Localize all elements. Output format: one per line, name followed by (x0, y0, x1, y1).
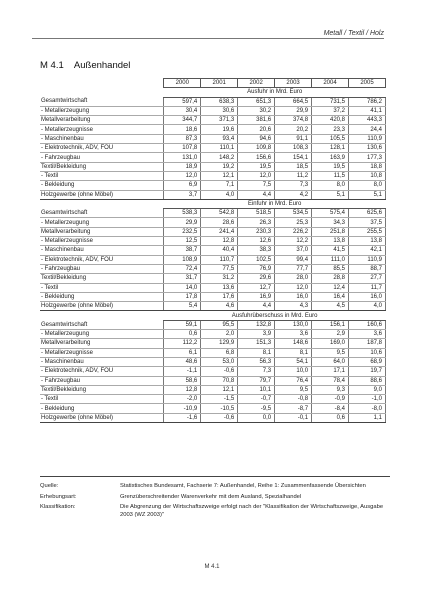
table-row (40, 97, 386, 106)
value-cell: 344,7 (164, 116, 201, 125)
table-row (40, 274, 386, 283)
title-text: Außenhandel (73, 60, 131, 71)
note-key: Quelle: (40, 482, 59, 489)
value-cell: 731,5 (312, 97, 349, 106)
value-cell: 28,6 (201, 218, 238, 227)
page-title (40, 60, 130, 71)
value-cell: 20,2 (275, 125, 312, 134)
value-cell: 4,3 (275, 302, 312, 311)
value-cell: 420,8 (312, 116, 349, 125)
table-row (40, 227, 386, 236)
row-label: Textil/Bekleidung (40, 162, 164, 171)
value-cell: 131,0 (164, 153, 201, 162)
value-cell: 42,1 (349, 246, 386, 255)
value-cell: 111,0 (312, 255, 349, 264)
value-cell: 17,6 (201, 292, 238, 301)
value-cell: 13,8 (349, 237, 386, 246)
note-value: Grenzüberschreitender Warenverkehr mit dem Ausland, Spezialhandel (120, 493, 302, 500)
value-cell: 85,5 (312, 264, 349, 273)
value-cell: 3,6 (275, 330, 312, 339)
section-title: Einfuhr in Mrd. Euro (164, 199, 386, 208)
value-cell: -10,5 (201, 404, 238, 413)
value-cell: 12,8 (201, 237, 238, 246)
row-label: Metallverarbeitung (40, 339, 164, 348)
row-label: - Metallerzeugnisse (40, 348, 164, 357)
value-cell: 68,9 (349, 357, 386, 366)
value-cell: 31,7 (164, 274, 201, 283)
value-cell: 4,4 (238, 302, 275, 311)
table-row (40, 237, 386, 246)
value-cell: -0,1 (275, 413, 312, 422)
value-cell: 112,2 (164, 339, 201, 348)
value-cell: 12,1 (201, 171, 238, 180)
value-cell: 93,4 (201, 134, 238, 143)
value-cell: 518,5 (238, 209, 275, 218)
row-label: - Elektrotechnik, ADV, FOU (40, 255, 164, 264)
value-cell: 226,2 (275, 227, 312, 236)
note-value: Die Abgrenzung der Wirtschaftszweige erfolgt nach der "Klassifikation der Wirtschaftszweige, Ausgabe 2003 (WZ 2003)" (120, 504, 384, 519)
value-cell: 575,4 (312, 209, 349, 218)
value-cell: 17,1 (312, 367, 349, 376)
value-cell: 3,9 (238, 330, 275, 339)
year-header: 2005 (349, 79, 386, 88)
value-cell: 129,9 (201, 339, 238, 348)
value-cell: 2,0 (201, 330, 238, 339)
row-label: Textil/Bekleidung (40, 274, 164, 283)
value-cell: 148,2 (201, 153, 238, 162)
value-cell: -8,4 (312, 404, 349, 413)
value-cell: 597,4 (164, 97, 201, 106)
value-cell: 38,3 (238, 246, 275, 255)
value-cell: 12,2 (275, 237, 312, 246)
value-cell: 625,6 (349, 209, 386, 218)
table-row (40, 404, 386, 413)
value-cell: 59,1 (164, 320, 201, 329)
row-label: - Textil (40, 395, 164, 404)
year-header: 2002 (238, 79, 275, 88)
value-cell: 6,9 (164, 181, 201, 190)
year-header: 2003 (275, 79, 312, 88)
table-row (40, 292, 386, 301)
value-cell: 27,7 (349, 274, 386, 283)
value-cell: 105,5 (312, 134, 349, 143)
row-label: Textil/Bekleidung (40, 385, 164, 394)
value-cell: 88,6 (349, 376, 386, 385)
value-cell: 12,4 (312, 283, 349, 292)
value-cell: 5,4 (164, 302, 201, 311)
value-cell: 4,4 (238, 190, 275, 199)
value-cell: 232,5 (164, 227, 201, 236)
value-cell: 79,7 (238, 376, 275, 385)
value-cell: 12,0 (164, 171, 201, 180)
row-label: - Textil (40, 283, 164, 292)
value-cell: -1,6 (164, 413, 201, 422)
table-row (40, 162, 386, 171)
value-cell: 12,7 (238, 283, 275, 292)
value-cell: 37,2 (312, 106, 349, 115)
value-cell: -1,0 (349, 395, 386, 404)
table-row (40, 339, 386, 348)
year-header-row (40, 79, 386, 88)
value-cell: 9,3 (312, 385, 349, 394)
table-row (40, 395, 386, 404)
value-cell: -1,5 (201, 395, 238, 404)
value-cell: 4,2 (275, 190, 312, 199)
table-row (40, 283, 386, 292)
row-label: - Bekleidung (40, 181, 164, 190)
row-label: - Fahrzeugbau (40, 264, 164, 273)
trade-table (40, 78, 386, 423)
value-cell: 5,1 (349, 190, 386, 199)
value-cell: 148,6 (275, 339, 312, 348)
value-cell: -9,5 (238, 404, 275, 413)
value-cell: 1,1 (349, 413, 386, 422)
value-cell: 29,6 (238, 274, 275, 283)
value-cell: 16,0 (275, 292, 312, 301)
value-cell: 3,7 (164, 190, 201, 199)
value-cell: 251,8 (312, 227, 349, 236)
value-cell: -2,0 (164, 395, 201, 404)
value-cell: 17,8 (164, 292, 201, 301)
table-row (40, 367, 386, 376)
value-cell: 26,3 (238, 218, 275, 227)
value-cell: 41,5 (312, 246, 349, 255)
row-label: - Fahrzeugbau (40, 153, 164, 162)
row-label: Gesamtwirtschaft (40, 320, 164, 329)
note-key: Klassifikation: (40, 504, 76, 511)
value-cell: -0,9 (312, 395, 349, 404)
value-cell: 0,6 (164, 330, 201, 339)
notes-rule (40, 476, 390, 477)
value-cell: 10,0 (275, 367, 312, 376)
value-cell: 18,5 (275, 162, 312, 171)
value-cell: 56,3 (238, 357, 275, 366)
row-label: - Elektrotechnik, ADV, FOU (40, 367, 164, 376)
value-cell: 29,9 (275, 106, 312, 115)
table-row (40, 330, 386, 339)
value-cell: 20,6 (238, 125, 275, 134)
value-cell: -0,7 (238, 395, 275, 404)
table-row (40, 320, 386, 329)
value-cell: 16,9 (238, 292, 275, 301)
value-cell: 11,2 (275, 171, 312, 180)
header-section-label: Metall / Textil / Holz (320, 30, 384, 37)
value-cell: 94,6 (238, 134, 275, 143)
value-cell: 160,6 (349, 320, 386, 329)
row-label: Holzgewerbe (ohne Möbel) (40, 413, 164, 422)
year-header: 2004 (312, 79, 349, 88)
value-cell: 18,9 (164, 162, 201, 171)
row-label: - Fahrzeugbau (40, 376, 164, 385)
value-cell: 156,1 (312, 320, 349, 329)
value-cell: 19,5 (312, 162, 349, 171)
value-cell: 58,6 (164, 376, 201, 385)
value-cell: 12,6 (238, 237, 275, 246)
value-cell: 130,6 (349, 144, 386, 153)
table-row (40, 357, 386, 366)
table-row (40, 302, 386, 311)
table-row (40, 106, 386, 115)
value-cell: 6,1 (164, 348, 201, 357)
value-cell: 0,0 (238, 413, 275, 422)
row-label: Holzgewerbe (ohne Möbel) (40, 190, 164, 199)
row-label: - Maschinenbau (40, 357, 164, 366)
value-cell: 14,0 (164, 283, 201, 292)
value-cell: 19,7 (349, 367, 386, 376)
row-label: - Maschinenbau (40, 134, 164, 143)
value-cell: 31,2 (201, 274, 238, 283)
value-cell: -0,8 (275, 395, 312, 404)
value-cell: 534,5 (275, 209, 312, 218)
value-cell: 54,1 (275, 357, 312, 366)
table-row (40, 218, 386, 227)
row-label: - Metallerzeugnisse (40, 237, 164, 246)
value-cell: 37,5 (349, 218, 386, 227)
value-cell: 30,6 (201, 106, 238, 115)
value-cell: 169,0 (312, 339, 349, 348)
value-cell: 23,3 (312, 125, 349, 134)
value-cell: 443,3 (349, 116, 386, 125)
row-label: - Bekleidung (40, 404, 164, 413)
note-survey-type (40, 494, 390, 502)
year-header: 2000 (164, 79, 201, 88)
value-cell: 241,4 (201, 227, 238, 236)
page-footer: M 4.1 (204, 564, 220, 570)
section-header-row (40, 311, 386, 320)
value-cell: 41,1 (349, 106, 386, 115)
value-cell: 130,0 (275, 320, 312, 329)
table-row (40, 171, 386, 180)
value-cell: 72,4 (164, 264, 201, 273)
value-cell: 108,9 (164, 255, 201, 264)
value-cell: -8,7 (275, 404, 312, 413)
value-cell: 5,1 (312, 190, 349, 199)
value-cell: 25,3 (275, 218, 312, 227)
table-row (40, 144, 386, 153)
value-cell: 108,3 (275, 144, 312, 153)
value-cell: 9,0 (349, 385, 386, 394)
value-cell: -0,6 (201, 367, 238, 376)
value-cell: 16,0 (349, 292, 386, 301)
value-cell: 12,8 (164, 385, 201, 394)
value-cell: 177,3 (349, 153, 386, 162)
value-cell: 11,7 (349, 283, 386, 292)
value-cell: 187,8 (349, 339, 386, 348)
row-label: - Metallerzeugung (40, 330, 164, 339)
value-cell: 13,8 (312, 237, 349, 246)
value-cell: 9,5 (275, 385, 312, 394)
note-classification (40, 504, 390, 520)
value-cell: 107,8 (164, 144, 201, 153)
row-label: - Metallerzeugung (40, 218, 164, 227)
value-cell: 78,4 (312, 376, 349, 385)
value-cell: 99,4 (275, 255, 312, 264)
value-cell: 10,1 (238, 385, 275, 394)
value-cell: 91,1 (275, 134, 312, 143)
note-value: Statistisches Bundesamt, Fachserie 7: Außenhandel, Reihe 1: Zusammenfassende Übersichten (120, 482, 366, 489)
value-cell: 87,3 (164, 134, 201, 143)
value-cell: 40,4 (201, 246, 238, 255)
value-cell: 10,6 (349, 348, 386, 357)
row-label: - Elektrotechnik, ADV, FOU (40, 144, 164, 153)
value-cell: 53,0 (201, 357, 238, 366)
value-cell: 77,5 (201, 264, 238, 273)
row-label: - Textil (40, 171, 164, 180)
value-cell: 154,1 (275, 153, 312, 162)
value-cell: 371,3 (201, 116, 238, 125)
value-cell: 542,8 (201, 209, 238, 218)
value-cell: 76,9 (238, 264, 275, 273)
value-cell: 30,2 (238, 106, 275, 115)
section-header-row (40, 199, 386, 208)
value-cell: 19,2 (201, 162, 238, 171)
row-label: Holzgewerbe (ohne Möbel) (40, 302, 164, 311)
table-row (40, 190, 386, 199)
table-row (40, 385, 386, 394)
table-row (40, 413, 386, 422)
value-cell: 34,3 (312, 218, 349, 227)
table-row (40, 246, 386, 255)
value-cell: 10,8 (349, 171, 386, 180)
section-header-row (40, 88, 386, 97)
row-label: - Bekleidung (40, 292, 164, 301)
value-cell: 374,8 (275, 116, 312, 125)
value-cell: 48,6 (164, 357, 201, 366)
table-row (40, 181, 386, 190)
value-cell: 110,9 (349, 134, 386, 143)
value-cell: 88,7 (349, 264, 386, 273)
value-cell: 7,3 (238, 367, 275, 376)
value-cell: 29,9 (164, 218, 201, 227)
value-cell: 12,1 (201, 385, 238, 394)
value-cell: 8,1 (275, 348, 312, 357)
value-cell: 132,8 (238, 320, 275, 329)
table-row (40, 348, 386, 357)
value-cell: 76,4 (275, 376, 312, 385)
value-cell: 95,5 (201, 320, 238, 329)
value-cell: 12,5 (164, 237, 201, 246)
value-cell: 4,0 (349, 302, 386, 311)
table-row (40, 209, 386, 218)
title-number: M 4.1 (40, 60, 64, 71)
value-cell: 7,3 (275, 181, 312, 190)
row-label: - Metallerzeugung (40, 106, 164, 115)
value-cell: 70,8 (201, 376, 238, 385)
value-cell: 3,6 (349, 330, 386, 339)
value-cell: 7,1 (201, 181, 238, 190)
value-cell: 12,0 (275, 283, 312, 292)
table-row (40, 264, 386, 273)
value-cell: 109,8 (238, 144, 275, 153)
header-rule (32, 38, 384, 39)
value-cell: 8,0 (349, 181, 386, 190)
value-cell: 110,1 (201, 144, 238, 153)
value-cell: 110,9 (349, 255, 386, 264)
year-header: 2001 (201, 79, 238, 88)
table-row (40, 116, 386, 125)
value-cell: 38,7 (164, 246, 201, 255)
value-cell: 8,1 (238, 348, 275, 357)
value-cell: 102,5 (238, 255, 275, 264)
value-cell: 77,7 (275, 264, 312, 273)
table-row (40, 153, 386, 162)
value-cell: -10,9 (164, 404, 201, 413)
value-cell: 28,0 (275, 274, 312, 283)
value-cell: 12,0 (238, 171, 275, 180)
value-cell: 9,5 (312, 348, 349, 357)
value-cell: 4,6 (201, 302, 238, 311)
value-cell: 19,5 (238, 162, 275, 171)
value-cell: 8,0 (312, 181, 349, 190)
value-cell: 19,6 (201, 125, 238, 134)
row-label: Metallverarbeitung (40, 227, 164, 236)
value-cell: 163,9 (312, 153, 349, 162)
section-title: Ausfuhr in Mrd. Euro (164, 88, 386, 97)
value-cell: 381,6 (238, 116, 275, 125)
row-label: - Maschinenbau (40, 246, 164, 255)
value-cell: 13,6 (201, 283, 238, 292)
table-row (40, 134, 386, 143)
value-cell: 18,6 (164, 125, 201, 134)
value-cell: 2,9 (312, 330, 349, 339)
table-row (40, 125, 386, 134)
table-row (40, 255, 386, 264)
section-title: Ausfuhrüberschuss in Mrd. Euro (164, 311, 386, 320)
value-cell: 651,3 (238, 97, 275, 106)
note-key: Erhebungsart: (40, 493, 77, 500)
value-cell: 16,4 (312, 292, 349, 301)
table-row (40, 376, 386, 385)
value-cell: 786,2 (349, 97, 386, 106)
row-label: Metallverarbeitung (40, 116, 164, 125)
value-cell: 7,5 (238, 181, 275, 190)
value-cell: 37,0 (275, 246, 312, 255)
value-cell: 255,5 (349, 227, 386, 236)
value-cell: 538,3 (164, 209, 201, 218)
value-cell: 28,8 (312, 274, 349, 283)
value-cell: 128,1 (312, 144, 349, 153)
value-cell: 156,6 (238, 153, 275, 162)
value-cell: 4,5 (312, 302, 349, 311)
note-source (40, 483, 390, 491)
value-cell: 110,7 (201, 255, 238, 264)
value-cell: -0,6 (201, 413, 238, 422)
table-body (40, 88, 386, 423)
value-cell: 18,8 (349, 162, 386, 171)
value-cell: 11,5 (312, 171, 349, 180)
value-cell: 6,8 (201, 348, 238, 357)
value-cell: 30,4 (164, 106, 201, 115)
value-cell: -8,0 (349, 404, 386, 413)
value-cell: 664,5 (275, 97, 312, 106)
value-cell: 24,4 (349, 125, 386, 134)
value-cell: 230,3 (238, 227, 275, 236)
row-label: Gesamtwirtschaft (40, 209, 164, 218)
value-cell: 151,3 (238, 339, 275, 348)
value-cell: 4,0 (201, 190, 238, 199)
value-cell: 0,6 (312, 413, 349, 422)
value-cell: -1,1 (164, 367, 201, 376)
row-label: - Metallerzeugnisse (40, 125, 164, 134)
value-cell: 638,3 (201, 97, 238, 106)
value-cell: 64,0 (312, 357, 349, 366)
row-label: Gesamtwirtschaft (40, 97, 164, 106)
notes-block (40, 476, 390, 523)
